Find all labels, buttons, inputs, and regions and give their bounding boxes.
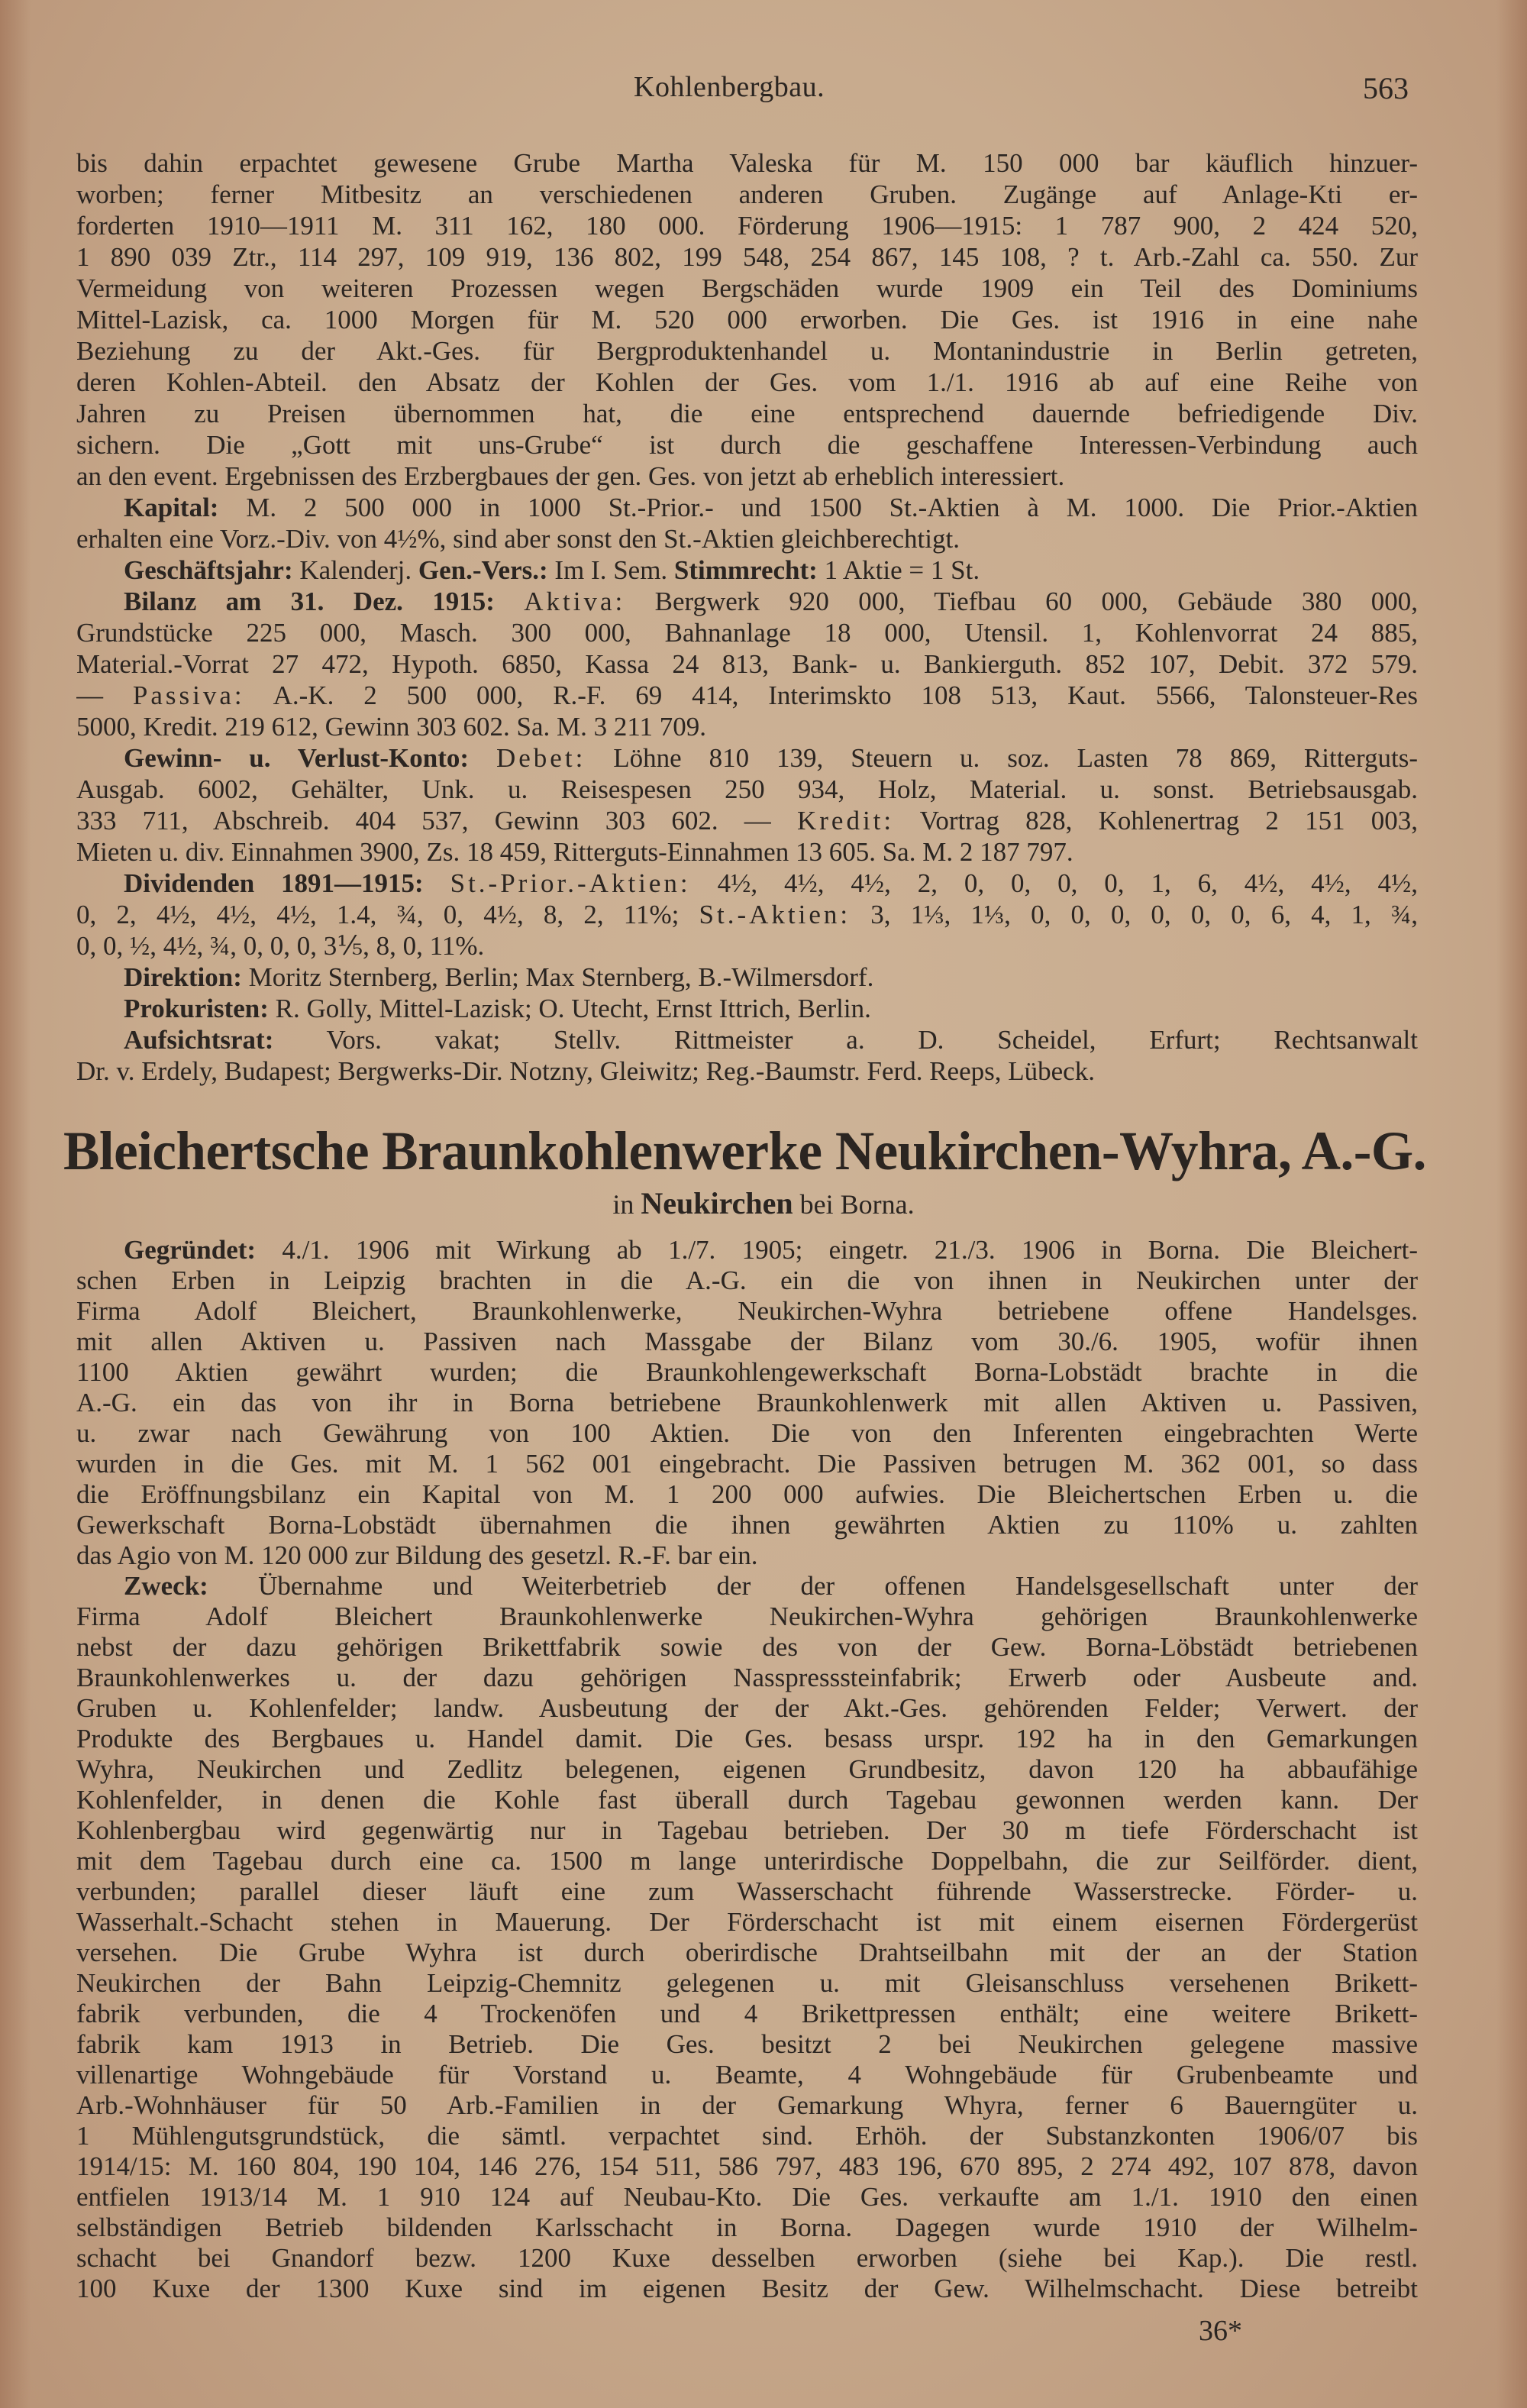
text-line [76,899,1418,930]
text-line [76,1846,1418,1876]
text-line [76,2274,1418,2304]
text-run: die Eröffnungsbilanz ein Kapital von M. 1 200 000 aufwies. Die Bleichertschen Erben u. die [76,1479,1418,1509]
text-run: Firma Adolf Bleichert Braunkohlenwerke Neukirchen-Wyhra gehörigen Braunkohlenwerke [76,1602,1418,1631]
bold-label: Stimmrecht: [673,555,818,585]
text-line [76,1479,1418,1510]
text-line [76,2090,1418,2121]
text-run: 1100 Aktien gewährt wurden; die Braunkohlengewerkschaft Borna-Lobstädt brachte in die [76,1357,1418,1387]
text-run: sichern. Die „Gott mit uns-Grube“ ist durch die geschaffene Interessen-Verbindung auch [76,430,1418,460]
text-line [76,241,1418,273]
text-run [424,868,450,898]
entry-title: Bleichertsche Braunkohlenwerke Neukirchen-Wyhra, A.-G. [63,1120,1426,1181]
text-run: worben; ferner Mitbesitz an verschiedenen anderen Gruben. Zugänge auf Anlage-Kti er- [76,179,1418,209]
text-line [76,1055,1418,1087]
text-run: fabrik verbunden, die 4 Trockenöfen und 4 Brikettpressen enthält; eine weitere Brikett- [76,1999,1418,2028]
text-run: Mieten u. div. Einnahmen 3900, Zs. 18 459, Ritterguts-Einnahmen 13 605. Sa. M. 2 187 797. [76,837,1073,867]
text-run: 100 Kuxe der 1300 Kuxe sind im eigenen Besitz der Gew. Wilhelmschacht. Diese betreibt [76,2274,1418,2303]
text-line [76,2060,1418,2090]
text-run: Vors. vakat; Stellv. Rittmeister a. D. Scheidel, Erfurt; Rechtsanwalt [273,1025,1418,1055]
text-run: R. Golly, Mittel-Lazisk; O. Utecht, Ernst Ittrich, Berlin. [268,994,871,1023]
text-run: — [76,680,133,710]
text-run: Beziehung zu der Akt.-Ges. für Bergproduktenhandel u. Montanindustrie in Berlin getreten, [76,336,1418,366]
text-run: mit allen Aktiven u. Passiven nach Massgabe der Bilanz vom 30./6. 1905, wofür ihnen [76,1327,1418,1356]
text-run: Material.-Vorrat 27 472, Hypoth. 6850, Kassa 24 813, Bank- u. Bankierguth. 852 107, Debit. 372 579. [76,649,1418,679]
signature-mark: 36* [1199,2315,1242,2347]
text-run: Löhne 810 139, Steuern u. soz. Lasten 78 869, Ritterguts- [586,743,1418,773]
text-run: bis dahin erpachtet gewesene Grube Martha Valeska für M. 150 000 bar käuflich hinzuer- [76,148,1418,178]
text-line [76,1024,1418,1055]
text-run: Dr. v. Erdely, Budapest; Bergwerks-Dir. Notzny, Gleiwitz; Reg.-Baumstr. Ferd. Reeps, Lübeck. [76,1056,1095,1086]
text-line [76,179,1418,210]
text-run: 4½, 4½, 4½, 2, 0, 0, 0, 0, 1, 6, 4½, 4½, 4½, [690,868,1418,898]
spaced-label: Passiva: [132,680,245,710]
text-line [76,868,1418,899]
text-line [76,617,1418,648]
text-run: verbunden; parallel dieser läuft eine zum Wasserschacht führende Wasserstrecke. Förder- u. [76,1876,1418,1906]
text-run: villenartige Wohngebäude für Vorstand u. Beamte, 4 Wohngebäude für Grubenbeamte und [76,2060,1418,2090]
location-suffix: bei Borna. [799,1189,915,1220]
text-run: Im I. Sem. [547,555,674,585]
text-run: versehen. Die Grube Wyhra ist durch oberirdische Drahtseilbahn mit der an der Station [76,1938,1418,1967]
spaced-label: Debet: [496,743,586,773]
text-run: wurden in die Ges. mit M. 1 562 001 eingebracht. Die Passiven betrugen M. 362 001, so dass [76,1449,1418,1479]
text-run: Kohlenbergbau wird gegenwärtig nur in Tagebau betrieben. Der 30 m tiefe Förderschacht ist [76,1815,1418,1845]
text-run [495,587,524,616]
text-line [76,1785,1418,1815]
text-run: 1 Aktie = 1 St. [817,555,980,585]
text-line [76,1296,1418,1327]
text-line [76,1510,1418,1540]
text-run: 1914/15: M. 160 804, 190 104, 146 276, 154 511, 586 797, 483 196, 670 895, 2 274 492, 107 878, davon [76,2151,1418,2181]
text-run: Mittel-Lazisk, ca. 1000 Morgen für M. 520 000 erworben. Die Ges. ist 1916 in eine nahe [76,305,1418,335]
text-run: Kalenderj. [292,555,418,585]
section-entry-body [76,1235,1418,2304]
text-run: schen Erben in Leipzig brachten in die A.-G. ein die von ihnen in Neukirchen unter der [76,1265,1418,1295]
bold-label: Bilanz am 31. Dez. 1915: [124,587,495,616]
section-previous-entry-continued [76,147,1418,1087]
text-line [76,1663,1418,1693]
text-line [76,648,1418,680]
text-line [76,304,1418,335]
text-run: 333 711, Abschreib. 404 537, Gewinn 303 602. — [76,806,797,836]
text-line [76,1327,1418,1357]
text-line [76,2151,1418,2182]
text-run: Wyhra, Neukirchen und Zedlitz belegenen, eigenen Grundbesitz, davon 120 ha abbaufähige [76,1754,1418,1784]
text-run [469,743,496,773]
text-line [76,1938,1418,1968]
text-line [76,1968,1418,1999]
bold-label: Gegründet: [124,1235,257,1265]
text-line [76,711,1418,742]
text-run: fabrik kam 1913 in Betrieb. Die Ges. besitzt 2 bei Neukirchen gelegene massive [76,2029,1418,2059]
text-run: Wasserhalt.-Schacht stehen in Mauerung. Der Förderschacht ist mit einem eisernen Fördergerüst [76,1907,1418,1937]
spaced-label: St.-Aktien: [699,900,851,929]
text-run: Gruben u. Kohlenfelder; landw. Ausbeutung der der Akt.-Ges. gehörenden Felder; Verwert. der [76,1693,1418,1723]
running-head [0,70,1527,108]
text-line [76,1571,1418,1602]
text-line [76,1693,1418,1724]
text-line [76,1418,1418,1449]
text-run: 1 890 039 Ztr., 114 297, 109 919, 136 802, 199 548, 254 867, 145 108, ? t. Arb.-Zahl ca. 550. Zur [76,242,1418,272]
text-line [76,962,1418,993]
bold-label: Kapital: [124,493,219,522]
text-line [76,680,1418,711]
text-run: Braunkohlenwerkes u. der dazu gehörigen Nasspresssteinfabrik; Erwerb oder Ausbeute and. [76,1663,1418,1692]
text-line [76,836,1418,868]
text-line [76,273,1418,304]
text-run: Jahren zu Preisen übernommen hat, die eine entsprechend dauernde befriedigende Div. [76,399,1418,428]
bold-label: Gewinn- u. Verlust-Konto: [124,743,470,773]
text-line [76,1724,1418,1754]
text-run: u. zwar nach Gewährung von 100 Aktien. Die von den Inferenten eingebrachten Werte [76,1418,1418,1448]
text-line [76,2121,1418,2151]
bold-label: Direktion: [124,962,242,992]
text-run: erhalten eine Vorz.-Div. von 4½%, sind aber sonst den St.-Aktien gleichberechtigt. [76,524,960,554]
text-run: Gewerkschaft Borna-Lobstädt übernahmen die ihnen gewährten Aktien zu 110% u. zahlten [76,1510,1418,1540]
text-run: Bergwerk 920 000, Tiefbau 60 000, Gebäude 380 000, [625,587,1418,616]
text-line [76,1265,1418,1296]
text-line [76,930,1418,962]
bold-label: Aufsichtsrat: [124,1025,274,1055]
text-line [76,1388,1418,1418]
text-run: 1 Mühlengutsgrundstück, die sämtl. verpachtet sind. Erhöh. der Substanzkonten 1906/07 bis [76,2121,1418,2151]
text-line [76,2212,1418,2243]
text-run: Kohlenfelder, in denen die Kohle fast überall durch Tagebau gewonnen werden kann. Der [76,1785,1418,1815]
text-line [76,1357,1418,1388]
text-line [76,2182,1418,2212]
bold-label: Zweck: [124,1571,208,1601]
text-run: 5000, Kredit. 219 612, Gewinn 303 602. Sa. M. 3 211 709. [76,712,707,742]
text-line [76,586,1418,617]
text-line [76,335,1418,367]
spaced-label: St.-Prior.-Aktien: [450,868,691,898]
text-line [76,742,1418,774]
text-line [76,554,1418,586]
bold-label: Prokuristen: [124,994,269,1023]
location-city: Neukirchen [641,1186,793,1220]
text-run: selbständigen Betrieb bildenden Karlsschacht in Borna. Dagegen wurde 1910 der Wilhelm- [76,2212,1418,2242]
text-line [76,1449,1418,1479]
text-run: entfielen 1913/14 M. 1 910 124 auf Neubau-Kto. Die Ges. verkaufte am 1./1. 1910 den einen [76,2182,1418,2212]
text-run: Arb.-Wohnhäuser für 50 Arb.-Familien in der Gemarkung Whyra, ferner 6 Bauerngüter u. [76,2090,1418,2120]
text-run: forderten 1910—1911 M. 311 162, 180 000. Förderung 1906—1915: 1 787 900, 2 424 520, [76,211,1418,241]
text-line [76,210,1418,241]
text-line [76,492,1418,523]
text-run: 0, 2, 4½, 4½, 4½, 1.4, ¾, 0, 4½, 8, 2, 11%; [76,900,699,929]
text-run: mit dem Tagebau durch eine ca. 1500 m lange unterirdische Doppelbahn, die zur Seilförder. dient, [76,1846,1418,1876]
text-line [76,523,1418,554]
text-run: A.-K. 2 500 000, R.-F. 69 414, Interimskto 108 513, Kaut. 5566, Talonsteuer-Res [244,680,1418,710]
text-line [76,993,1418,1024]
text-line [76,1907,1418,1938]
text-run: deren Kohlen-Abteil. den Absatz der Kohlen der Ges. vom 1./1. 1916 ab auf eine Reihe von [76,367,1418,397]
text-run: Produkte des Bergbaues u. Handel damit. Die Ges. besass urspr. 192 ha in den Gemarkungen [76,1724,1418,1753]
text-line [76,1876,1418,1907]
bold-label: Gen.-Vers.: [418,555,548,585]
text-run: Moritz Sternberg, Berlin; Max Sternberg, B.-Wilmersdorf. [241,962,874,992]
text-run: Übernahme und Weiterbetrieb der der offenen Handelsgesellschaft unter der [208,1571,1418,1601]
text-run: schacht bei Gnandorf bezw. 1200 Kuxe desselben erworben (siehe bei Kap.). Die restl. [76,2243,1418,2273]
text-run: Vortrag 828, Kohlenertrag 2 151 003, [894,806,1418,836]
running-head-title: Kohlenbergbau. [634,71,825,103]
text-run: Neukirchen der Bahn Leipzig-Chemnitz gelegenen u. mit Gleisanschluss versehenen Brikett- [76,1968,1418,1998]
text-run: Vermeidung von weiteren Prozessen wegen Bergschäden wurde 1909 ein Teil des Dominiums [76,273,1418,303]
entry-location [0,1185,1527,1221]
text-run: Firma Adolf Bleichert, Braunkohlenwerke, Neukirchen-Wyhra betriebene offene Handelsges. [76,1296,1418,1326]
text-line [76,1632,1418,1663]
page-number: 563 [1363,71,1409,105]
bold-label: Dividenden 1891—1915: [124,868,424,898]
text-run: A.-G. ein das von ihr in Borna betriebene Braunkohlenwerk mit allen Aktiven u. Passiven, [76,1388,1418,1417]
text-run: an den event. Ergebnissen des Erzbergbaues der gen. Ges. von jetzt ab erheblich interessiert. [76,461,1065,491]
location-prefix: in [612,1189,634,1220]
text-line [76,1815,1418,1846]
text-line [76,398,1418,429]
text-line [76,429,1418,461]
spaced-label: Kredit: [796,806,895,836]
bold-label: Geschäftsjahr: [124,555,293,585]
text-run: M. 2 500 000 in 1000 St.-Prior.- und 1500 St.-Aktien à M. 1000. Die Prior.-Aktien [218,493,1418,522]
text-run: 4./1. 1906 mit Wirkung ab 1./7. 1905; eingetr. 21./3. 1906 in Borna. Die Bleichert- [256,1235,1418,1265]
text-line [76,2029,1418,2060]
text-line [76,1235,1418,1265]
text-run: das Agio von M. 120 000 zur Bildung des gesetzl. R.-F. bar ein. [76,1540,758,1570]
text-run: 0, 0, ½, 4½, ¾, 0, 0, 0, 3⅕, 8, 0, 11%. [76,931,485,961]
text-run: nebst der dazu gehörigen Brikettfabrik sowie des von der Gew. Borna-Löbstädt betriebenen [76,1632,1418,1662]
text-line [76,805,1418,836]
text-line [76,147,1418,179]
text-line [76,1540,1418,1571]
text-line [76,774,1418,805]
text-run: Ausgab. 6002, Gehälter, Unk. u. Reisespesen 250 934, Holz, Material. u. sonst. Betriebsausgab. [76,774,1418,804]
text-line [76,1602,1418,1632]
text-line [76,461,1418,492]
text-line [76,1754,1418,1785]
text-line [76,2243,1418,2274]
text-line [76,367,1418,398]
spaced-label: Aktiva: [524,587,626,616]
text-line [76,1999,1418,2029]
text-run: Grundstücke 225 000, Masch. 300 000, Bahnanlage 18 000, Utensil. 1, Kohlenvorrat 24 885, [76,618,1418,648]
text-run: 3, 1⅓, 1⅓, 0, 0, 0, 0, 0, 0, 6, 4, 1, ¾, [851,900,1418,929]
